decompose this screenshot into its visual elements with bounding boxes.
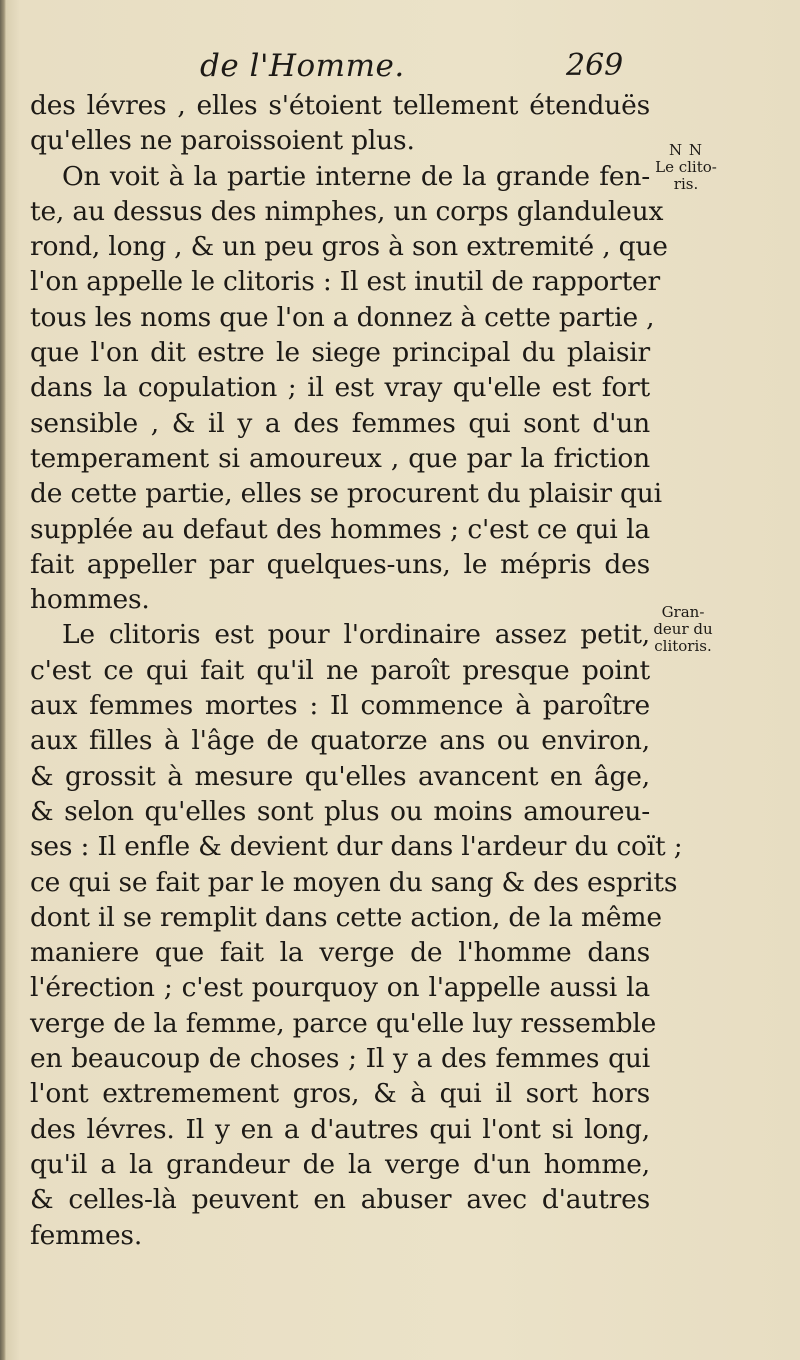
text-line: qu'elles ne paroissoient plus.	[30, 125, 415, 157]
text-line: & selon qu'elles sont plus ou moins amoureu-	[30, 795, 650, 827]
text-line: c'est ce qui fait qu'il ne paroît presque point	[30, 654, 650, 686]
margin-note-line: Gran-	[661, 603, 705, 621]
text-line: & grossit à mesure qu'elles avancent en âge,	[30, 760, 650, 792]
margin-note-line: Le clito-	[655, 158, 717, 176]
text-line: On voit à la partie interne de la grande fen-	[62, 160, 650, 192]
text-line: hommes.	[30, 584, 150, 616]
text-line: verge de la femme, parce qu'elle luy ressemble	[30, 1007, 657, 1039]
text-line: de cette partie, elles se procurent du plaisir qui	[30, 478, 662, 510]
text-line: fait appeller par quelques-uns, le mépris des	[30, 548, 650, 580]
text-line: dont il se remplit dans cette action, de la même	[30, 901, 662, 933]
body-text	[30, 88, 683, 1253]
text-line: aux femmes mortes : Il commence à paroître	[30, 690, 650, 722]
text-line: te, au dessus des nimphes, un corps glanduleux	[30, 195, 664, 227]
text-line: l'érection ; c'est pourquoy on l'appelle aussi la	[30, 972, 650, 1004]
text-line: en beaucoup de choses ; Il y a des femmes qui	[30, 1043, 650, 1075]
text-line: supplée au defaut des hommes ; c'est ce qui la	[30, 513, 650, 545]
text-line: l'ont extremement gros, & à qui il sort hors	[30, 1078, 650, 1110]
text-line: & celles-là peuvent en abuser avec d'autres	[30, 1184, 650, 1216]
margin-note-line: deur du	[653, 620, 713, 638]
margin-note-line: N N	[668, 141, 704, 159]
text-line: ce qui se fait par le moyen du sang & des esprits	[30, 866, 678, 898]
text-line: rond, long , & un peu gros à son extremité , que	[30, 231, 668, 263]
page-number: 269	[566, 48, 624, 83]
text-line: que l'on dit estre le siege principal du plaisir	[30, 337, 650, 369]
text-line: maniere que fait la verge de l'homme dans	[30, 937, 650, 969]
text-line: aux filles à l'âge de quatorze ans ou environ,	[30, 725, 650, 757]
margin-note-grandeur	[648, 604, 718, 655]
text-line: tous les noms que l'on a donnez à cette partie ,	[30, 301, 655, 333]
text-line: temperament si amoureux , que par la friction	[30, 442, 650, 474]
text-line: des lévres , elles s'étoient tellement étenduës	[30, 90, 650, 121]
page-gutter	[0, 0, 6, 1360]
running-title: de l'Homme.	[200, 48, 405, 84]
text-line: ses : Il enfle & devient dur dans l'ardeur du coït ;	[30, 831, 683, 863]
text-line: Le clitoris est pour l'ordinaire assez petit,	[62, 619, 650, 651]
margin-note-line: ris.	[673, 175, 699, 193]
text-line: dans la copulation ; il est vray qu'elle est fort	[30, 372, 650, 404]
text-line: femmes.	[30, 1219, 143, 1251]
page-header	[0, 48, 800, 92]
text-line: sensible , & il y a des femmes qui sont d'un	[30, 407, 650, 439]
text-line: des lévres. Il y en a d'autres qui l'ont si long,	[30, 1113, 650, 1145]
margin-note-line: clitoris.	[654, 637, 712, 655]
margin-note-clitoris	[655, 142, 717, 193]
text-line: l'on appelle le clitoris : Il est inutil de rapporter	[30, 266, 661, 298]
text-line: qu'il a la grandeur de la verge d'un homme,	[30, 1148, 650, 1180]
